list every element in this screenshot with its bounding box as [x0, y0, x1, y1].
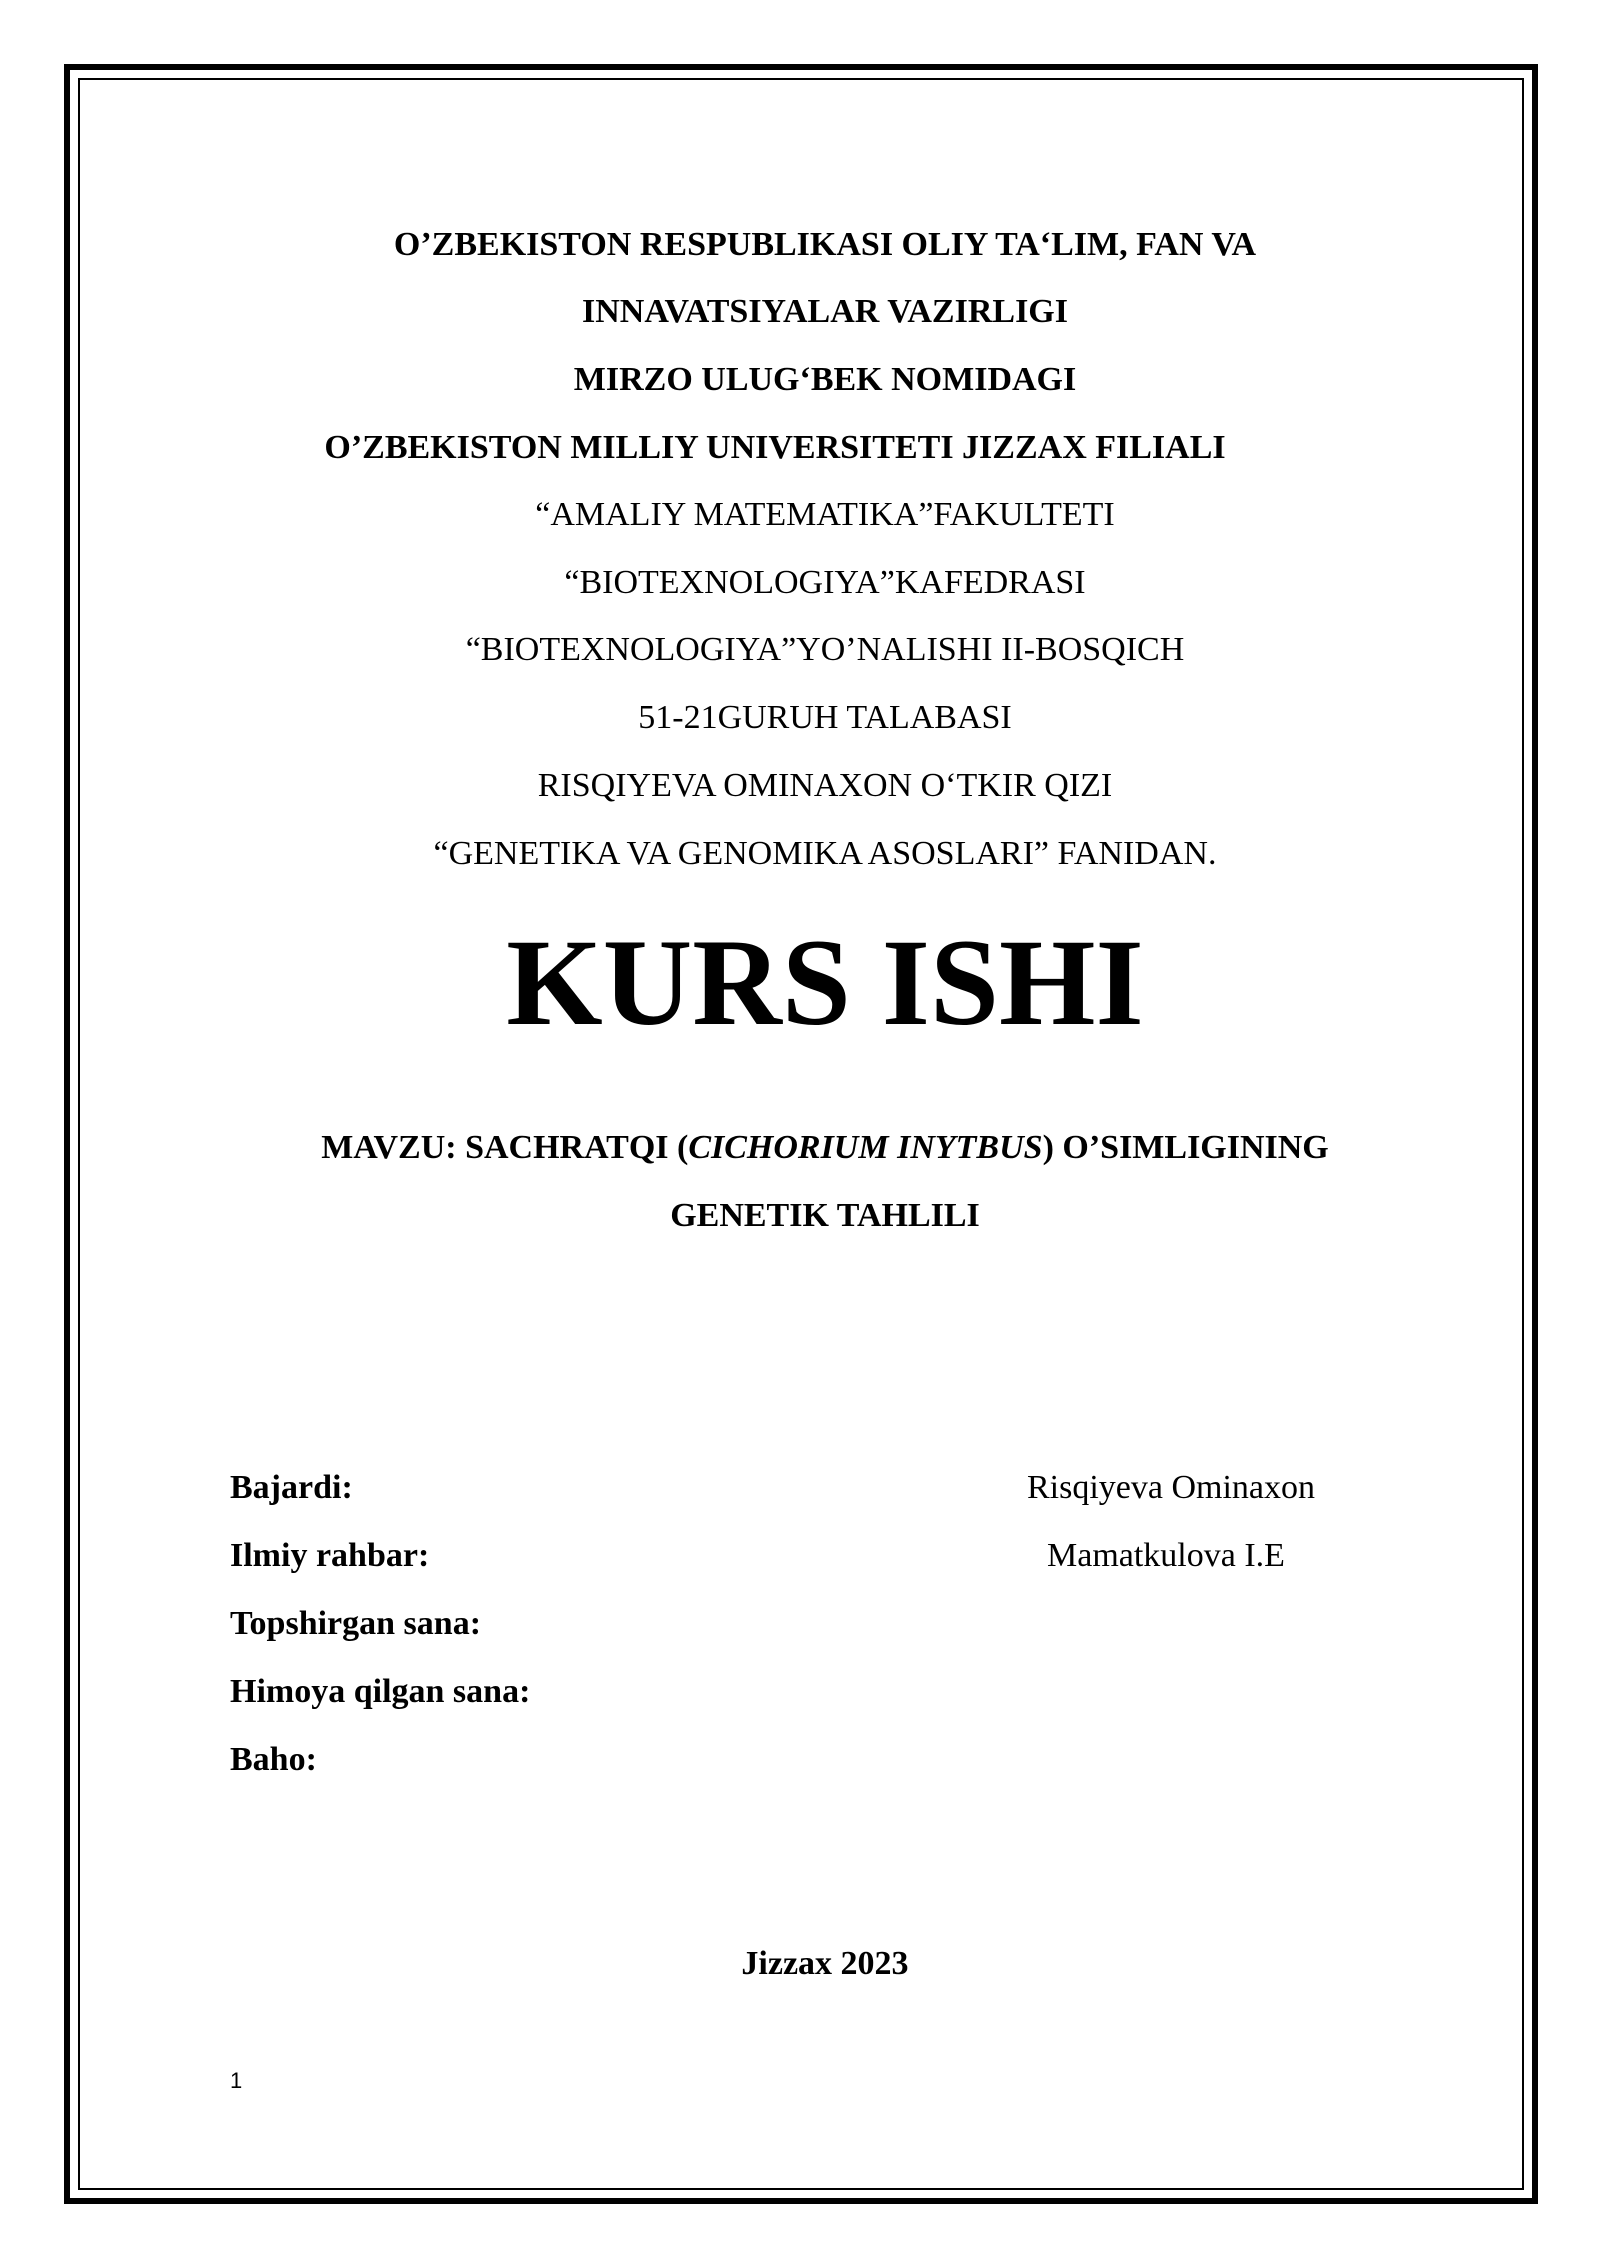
university-line-1: MIRZO ULUG‘BEK NOMIDAGI	[573, 361, 1077, 398]
subject-line: “GENETIKA VA GENOMIKA ASOSLARI” FANIDAN.	[433, 835, 1217, 872]
done-by-label: Bajardi:	[230, 1469, 353, 1506]
page-number: 1	[230, 2068, 243, 2093]
document-title: KURS ISHI	[506, 914, 1144, 1051]
topic-prefix: MAVZU: SACHRATQI (	[321, 1129, 689, 1166]
ministry-line-2: INNAVATSIYALAR VAZIRLIGI	[582, 293, 1068, 330]
ministry-line-1: O’ZBEKISTON RESPUBLIKASI OLIY TA‘LIM, FAN VA	[393, 226, 1257, 263]
submitted-date-label: Topshirgan sana:	[230, 1605, 482, 1642]
topic-line-2: GENETIK TAHLILI	[670, 1197, 980, 1234]
faculty-line: “AMALIY MATEMATIKA”FAKULTETI	[535, 496, 1115, 533]
supervisor-label: Ilmiy rahbar:	[230, 1537, 430, 1574]
group-line: 51-21GURUH TALABASI	[638, 699, 1012, 736]
topic-suffix: ) O’SIMLIGINING	[1042, 1129, 1329, 1166]
grade-label: Baho:	[230, 1741, 317, 1778]
university-line-2: O’ZBEKISTON MILLIY UNIVERSITETI JIZZAX FILIALI	[324, 429, 1226, 466]
done-by-value: Risqiyeva Ominaxon	[1027, 1469, 1316, 1506]
student-line: RISQIYEVA OMINAXON O‘TKIR QIZI	[537, 767, 1113, 804]
supervisor-value: Mamatkulova I.E	[1047, 1537, 1285, 1574]
topic-latin-name: CICHORIUM INYTBUS	[688, 1129, 1043, 1166]
direction-line: “BIOTEXNOLOGIYA”YO’NALISHI II-BOSQICH	[465, 631, 1185, 668]
department-line: “BIOTEXNOLOGIYA”KAFEDRASI	[564, 564, 1086, 601]
defended-date-label: Himoya qilgan sana:	[230, 1673, 531, 1710]
topic-line-1	[0, 1128, 1600, 1168]
place-year: Jizzax 2023	[741, 1945, 909, 1982]
